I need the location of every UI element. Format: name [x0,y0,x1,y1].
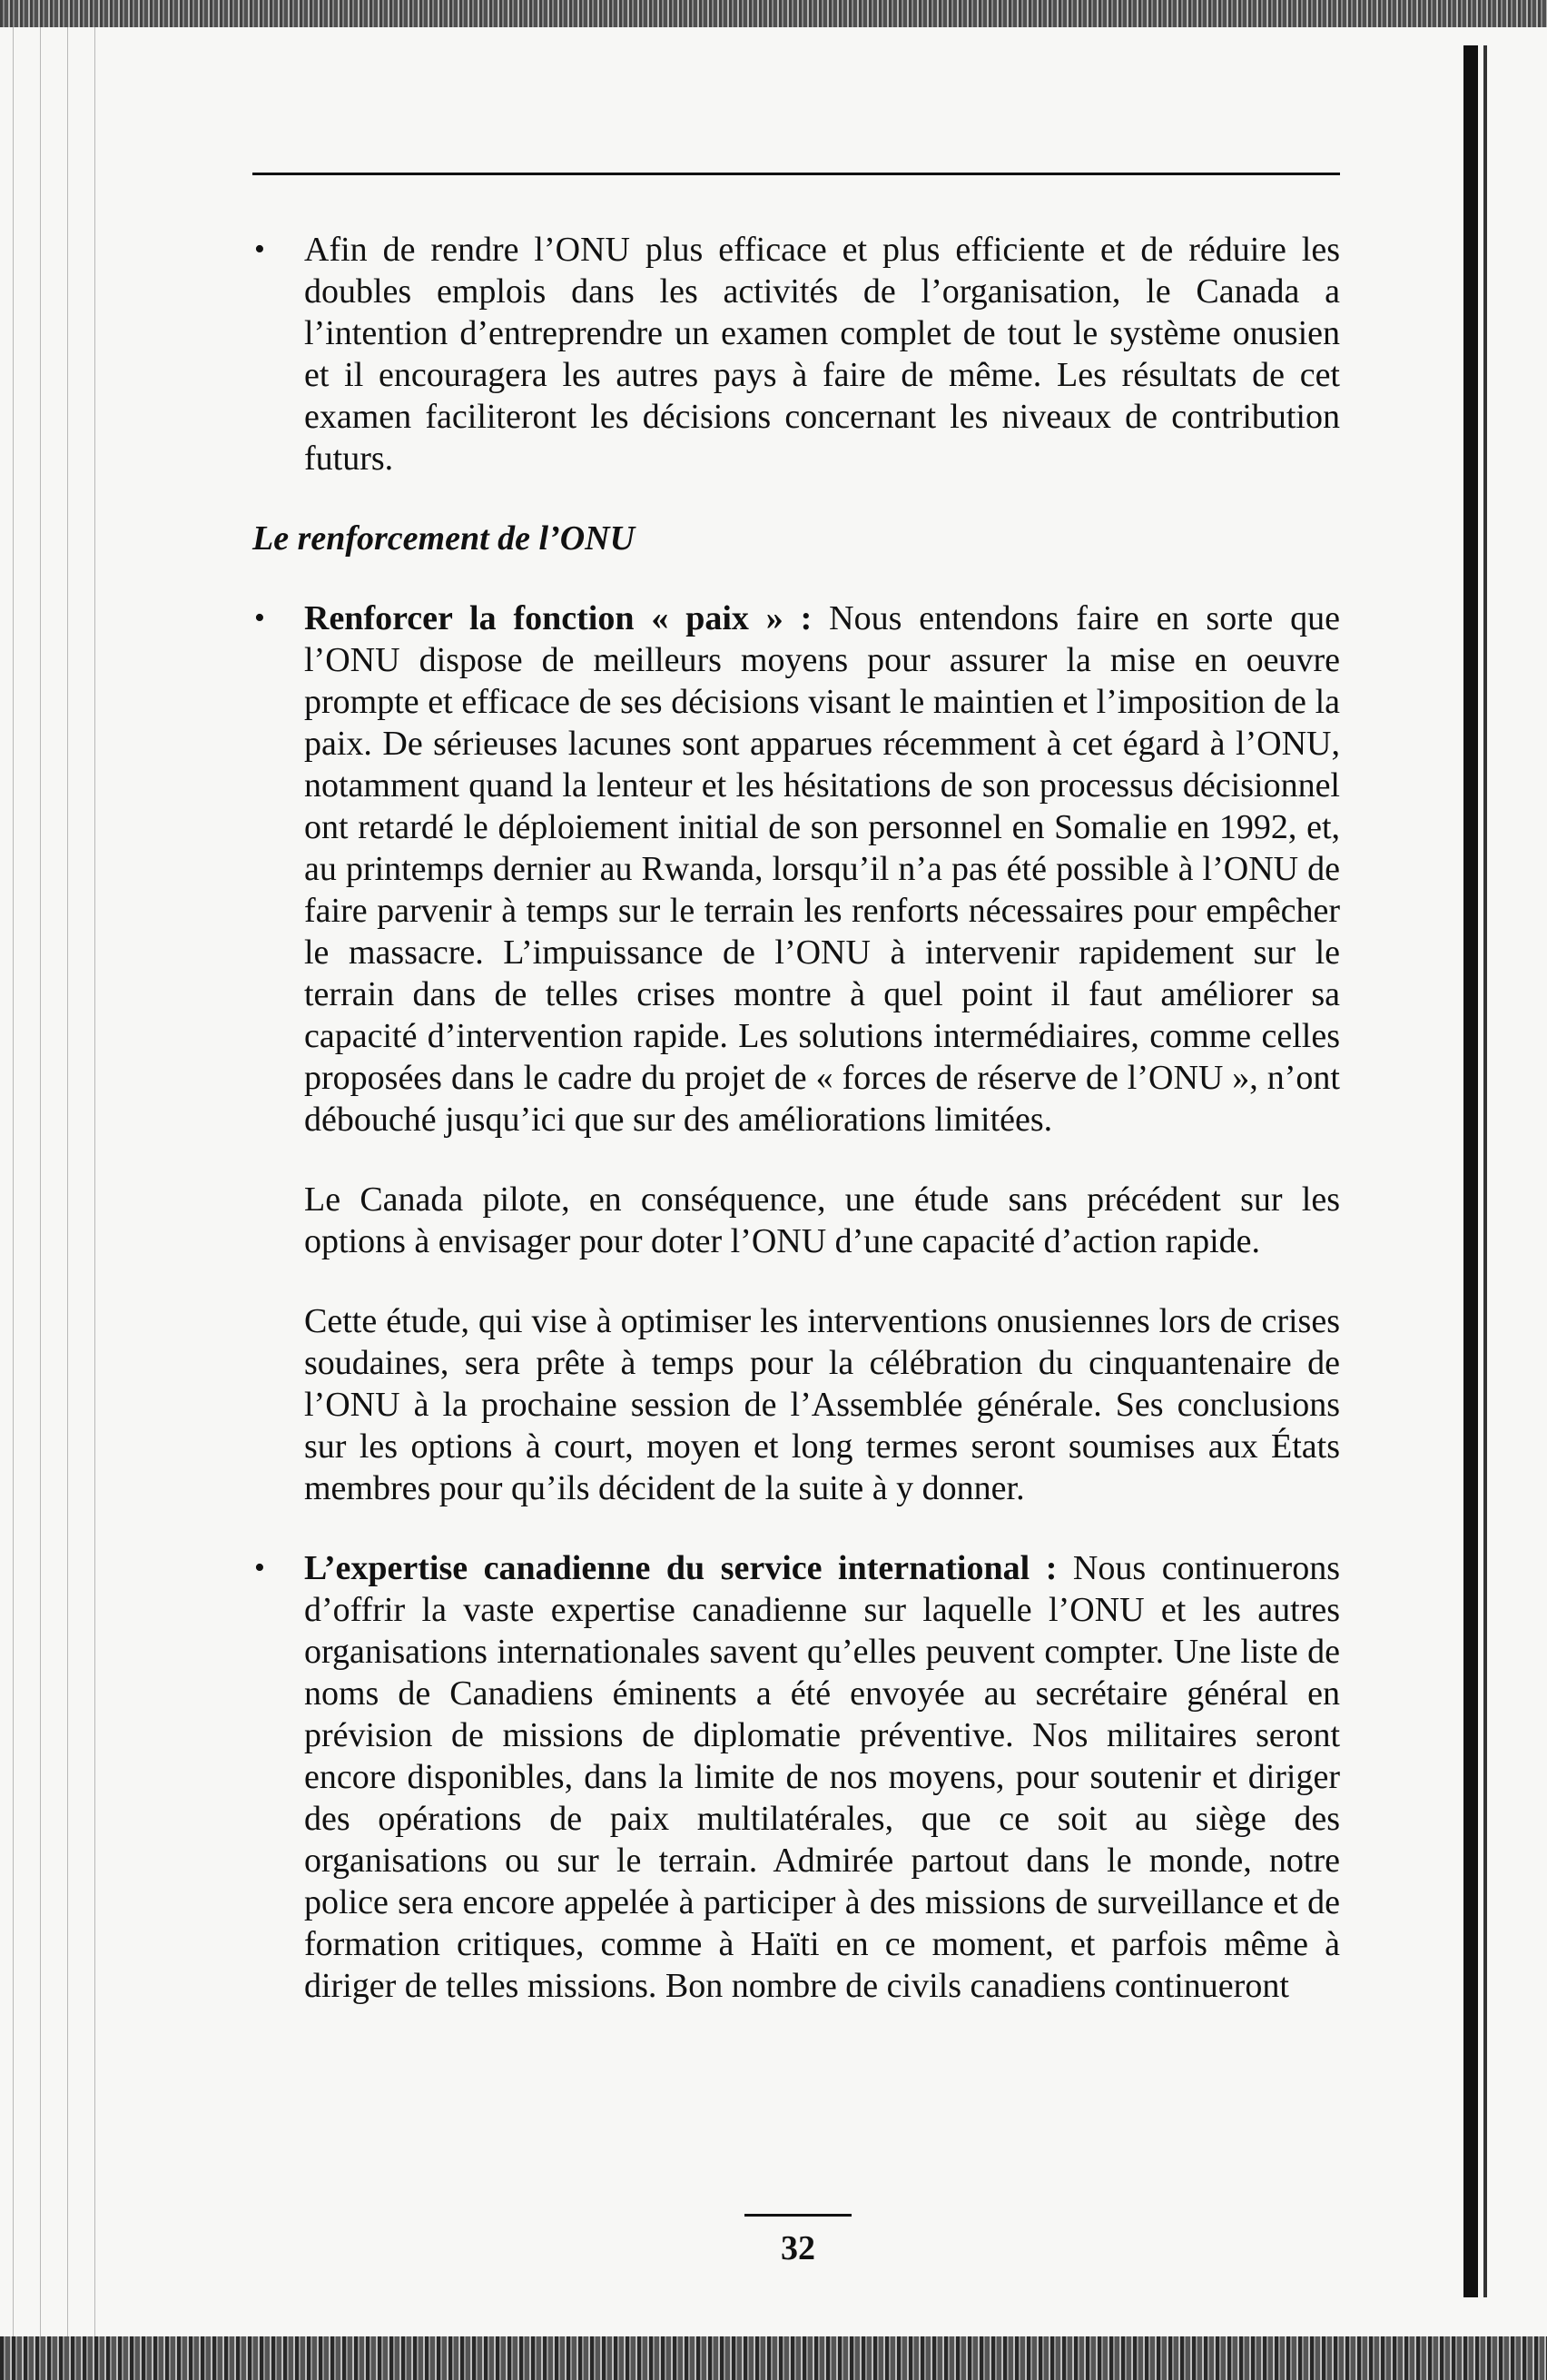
bullet-paragraph-peace [252,597,1340,1141]
bullet-text-expertise: Nous continuerons d’offrir la vaste expertise canadienne sur laquelle l’ONU et les autres organisations internationales savent qu’elles peuvent compter. Une liste de noms de Canadiens éminents a été envoyée au secrétaire général en prévision de missions de diplomatie préventive. Nos militaires seront encore disponibles, dans la limite de nos moyens, pour soutenir et diriger des opérations de paix multilatérales, que ce soit au siège des organisations ou sur le terrain. Admirée partout dans le monde, notre police sera encore appelée à participer à des missions de surveillance et de formation critiques, comme à Haïti en ce moment, et parfois même à diriger de telles missions. Bon nombre de civils canadiens continueront [304,1549,1340,2005]
paragraph-study-details: Cette étude, qui vise à optimiser les interventions onusiennes lors de crises soudaines, sera prête à temps pour la célébration du cinquantenaire de l’ONU à la prochaine session de l’Assemblée générale. Ses conclusions sur les options à court, moyen et long termes seront soumises aux États membres pour qu’ils décident de la suite à y donner. [304,1302,1340,1507]
header-rule [252,173,1340,175]
scan-right-edge-line [1483,45,1487,2297]
page-body [252,229,1340,2045]
scan-top-border [0,0,1547,27]
bullet-paragraph-efficiency: • Afin de rendre l’ONU plus efficace et plus efficiente et de réduire les doubles emplois dans les activités de l’organisation, le Canada a l’intention d’entreprendre un examen complet de tout le système onusien et il encouragera les autres pays à faire de même. Les résultats de cet examen faciliteront les décisions concernant les niveaux de contribution futurs. [252,229,1340,479]
section-heading: Le renforcement de l’ONU [252,519,636,558]
scan-bottom-border [0,2336,1547,2380]
scan-right-edge [1463,45,1478,2297]
bullet-paragraph-expertise [252,1547,1340,2007]
bullet-text-peace: Nous entendons faire en sorte que l’ONU dispose de meilleurs moyens pour assurer la mise en oeuvre prompte et efficace de ses décisions visant le maintien et l’imposition de la paix. De sérieuses lacunes sont apparues récemment à cet égard à l’ONU, notamment quand la lenteur et les hésitations de son processus décisionnel ont retardé le déploiement initial de son personnel en Somalie en 1992, et, au printemps dernier au Rwanda, lorsqu’il n’a pas été possible à l’ONU de faire parvenir à temps sur le terrain les renforts nécessaires pour empêcher le massacre. L’impuissance de l’ONU à intervenir rapidement sur le terrain dans de telles crises montre à quel point il faut améliorer sa capacité d’intervention rapide. Les solutions intermédiaires, comme celles proposées dans le cadre du projet de « forces de réserve de l’ONU », n’ont débouché jusqu’ici que sur des améliorations limitées. [304,599,1340,1139]
bullet-lead-peace: Renforcer la fonction « paix » : [304,599,813,637]
scan-left-binding [0,27,100,2338]
bullet-lead-expertise: L’expertise canadienne du service international : [304,1549,1058,1587]
paragraph-canada-study: Le Canada pilote, en conséquence, une étude sans précédent sur les options à envisager pour doter l’ONU d’une capacité d’action rapide. [304,1180,1340,1260]
footer-rule [744,2214,852,2217]
page-number: 32 [781,2229,815,2267]
